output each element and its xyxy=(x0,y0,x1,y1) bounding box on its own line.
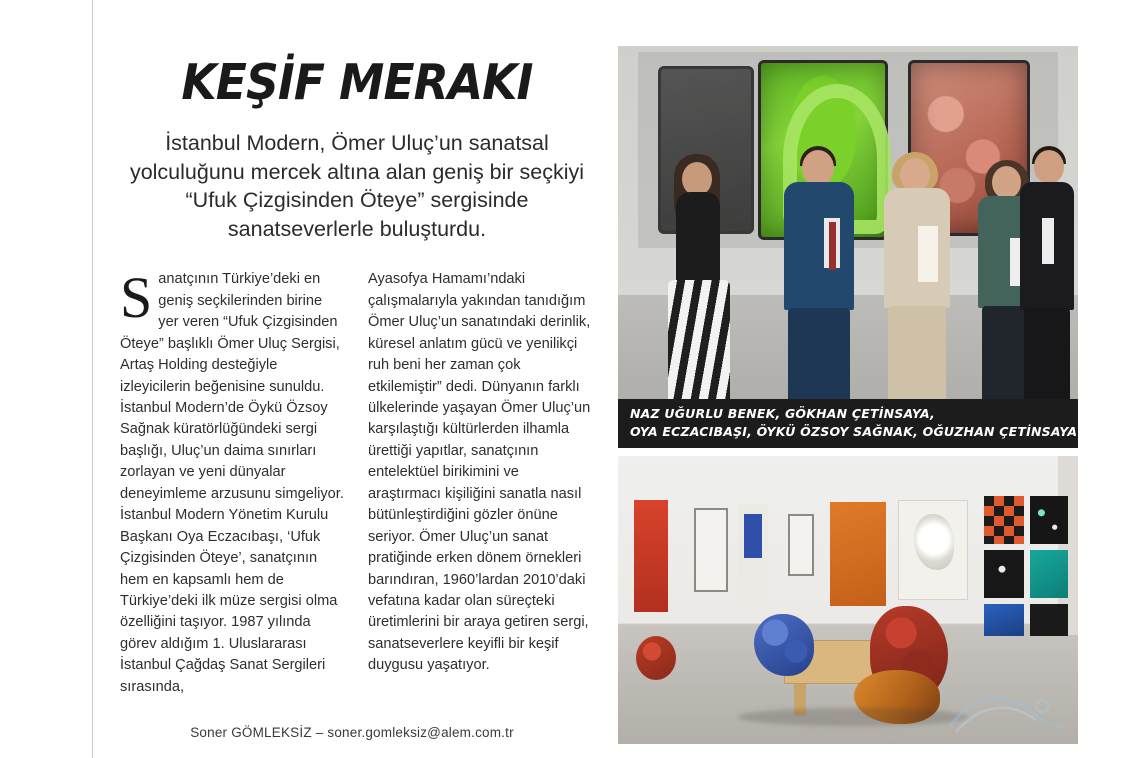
photo-group-portrait xyxy=(618,46,1078,448)
article-column-2-text: Ayasofya Hamamı’ndaki çalışmalarıyla yakından tanıdığım Ömer Uluç’un sanatındaki derinlik, küresel anlatım gücü ve yenilikçi ruh beni her zaman çok etkilemiştir” dedi. Dünyanın farklı ülkelerinde yaşayan Ömer Uluç’un karşılaştığı kültürlerden ilhamla ürettiği yapıtlar, sanatçının entelektüel birikimini ve araştırmacı kişiliğini sanatla nasıl bütünleştirdiğini gözler önüne seriyor. Ömer Uluç’un sanat pratiğinde erken dönem örnekleri barındıran, 1960’lardan 2010’daki vefatına kadar olan süreçteki üretimlerini bir araya getiren sergi, sanatseverlere keyifli bir keşif duygusu yaşatıyor. xyxy=(368,271,591,674)
photo-caption-line-1: NAZ UĞURLU BENEK, GÖKHAN ÇETİNSAYA, xyxy=(630,405,935,421)
floor-shadow xyxy=(738,708,968,726)
watermark-swirl-icon xyxy=(946,686,1066,738)
byline: Soner GÖMLEKSİZ – soner.gomleksiz@alem.com.tr xyxy=(190,725,514,740)
article-column-1 xyxy=(120,265,346,698)
painting-blue-small xyxy=(984,604,1024,636)
person-3-shirt xyxy=(918,226,938,282)
article-column-1-body: anatçının Türkiye’deki en geniş seçkilerinden birine yer veren “Ufuk Çizgisinden Öteye” başlıklı Ömer Uluç Sergisi, Artaş Holding desteğiyle izleyicilerin beğenisine sunuldu. İstanbul Modern’de Öykü Özsoy Sağnak küratörlüğündeki sergi başlığı, Uluç’un daima sınırları zorlayan ve yeni dünyalar deneyimleme arzusunu simgeliyor. İstanbul Modern Yönetim Kurulu Başkanı Oya Eczacıbaşı, ‘Ufuk Çizgisinden Öteye’, sanatçının hem en kapsamlı hem de Türkiye’deki ilk müze sergisi olma özelliğini taşıyor. 1987 yılında görev aldığım 1. Uluslararası İstanbul Çağdaş Sanat Sergileri sırasında, xyxy=(120,271,344,695)
person-2-head xyxy=(802,150,834,186)
drop-cap: S xyxy=(120,265,153,331)
person-5-head xyxy=(1034,150,1064,184)
painting-teal xyxy=(1030,550,1068,598)
page-title: KEŞİF MERAKI xyxy=(181,54,533,111)
painting-framed-small xyxy=(788,514,814,576)
article-text-column xyxy=(92,0,612,758)
article-body xyxy=(120,265,594,698)
painting-red-vertical xyxy=(634,500,668,612)
person-5-jacket xyxy=(1020,182,1074,310)
photo-caption xyxy=(618,399,1078,448)
photo-column xyxy=(618,46,1078,744)
person-5-shirt xyxy=(1042,218,1054,264)
article-deck: İstanbul Modern, Ömer Uluç’un sanatsal yolculuğunu mercek altına alan geniş bir seçkiyi “Ufuk Çizgisinden Öteye” sergisinde sanatseverlerle buluşturdu. xyxy=(129,131,585,241)
painting-framed-white xyxy=(694,508,728,592)
painting-checker xyxy=(984,496,1024,544)
person-1-head xyxy=(682,162,712,196)
photo-exhibition-room xyxy=(618,456,1078,744)
article-column-1-text xyxy=(120,265,346,698)
article-column-2 xyxy=(368,269,594,698)
painting-orange xyxy=(830,502,886,606)
painting-dark-dots-2 xyxy=(984,550,1024,598)
photo-caption-line-2: OYA ECZACIBAŞI, ÖYKÜ ÖZSOY SAĞNAK, OĞUZHAN ÇETİNSAYA xyxy=(630,423,1078,439)
person-4-head xyxy=(992,166,1021,199)
painting-dark-small xyxy=(1030,604,1068,636)
person-3-head xyxy=(900,158,930,192)
sculpture-small-red xyxy=(636,636,676,680)
person-2-jacket xyxy=(784,182,854,310)
painting-dark-dots-1 xyxy=(1030,496,1068,544)
sculpture-blue-knot xyxy=(754,614,814,676)
painting-blue-block-inner xyxy=(744,514,762,558)
person-2-tie xyxy=(829,222,836,270)
person-3-jacket xyxy=(884,188,950,308)
person-1-top xyxy=(676,192,720,284)
